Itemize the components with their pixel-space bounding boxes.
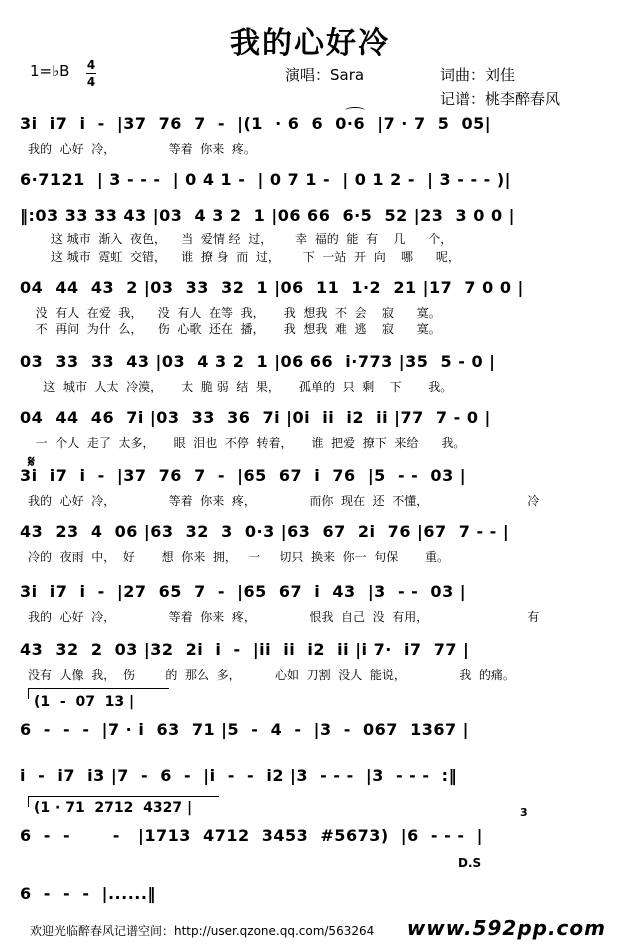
- score-notes: 6·7121 | 3 - - - | 0 4 1 - | 0 7 1 - | 0 1 2 - | 3 - - - )|: [20, 170, 512, 189]
- score-notes: 04 44 43 2 |03 33 32 1 |06 11 1·2 21 |17 7 0 0 |: [20, 278, 524, 297]
- score-notes: ‖:03 33 33 43 |03 4 3 2 1 |06 66 6·5 52 |23 3 0 0 |: [20, 206, 515, 225]
- notator-credit: 记谱：桃李醉春风: [440, 90, 561, 108]
- score-lyric: 冷的 夜雨 中， 好 想 你来 拥， 一 切只 换来 你一 句保 重。: [28, 550, 449, 564]
- segno-sign: 𝄋: [28, 452, 35, 471]
- score-lyric: 我的 心好 冷， 等着 你来 疼， 而你 现在 还 不懂， 冷: [28, 494, 540, 508]
- score-lyric: 一 个人 走了 太多， 眼 泪也 不停 转着， 谁 把爱 撩下 来给 我。: [28, 436, 466, 450]
- score-lyric: 这 城市 渐入 夜色， 当 爱情 经 过， 幸 福的 能 有 几 个，: [28, 232, 453, 246]
- triplet-mark: 3: [520, 806, 528, 819]
- score-notes: 3i i7 i - |27 65 7 - |65 67 i 43 |3 - - 03 |: [20, 582, 467, 601]
- singer-credit: 演唱：Sara: [285, 66, 365, 84]
- dal-segno-mark: D.S: [458, 856, 482, 870]
- score-lyric: 没有 人像 我， 伤 的 那么 多， 心如 刀割 没人 能说， 我 的痛。: [28, 668, 515, 682]
- score-notes: 43 23 4 06 |63 32 3 0·3 |63 67 2i 76 |67 7 - - |: [20, 522, 510, 541]
- time-signature-bottom: 4: [86, 75, 96, 89]
- score-notes: 6 - - - |......‖: [20, 884, 156, 903]
- score-lyric: 不 再问 为什 么， 伤 心歌 还在 播， 我 想我 难 逃 寂 寞。: [28, 322, 441, 336]
- score-notes: 03 33 33 43 |03 4 3 2 1 |06 66 i·773 |35 5 - 0 |: [20, 352, 496, 371]
- score-notes: 3i i7 i - |37 76 7 - |65 67 i 76 |5 - - 03 |: [20, 466, 467, 485]
- score-lyric: 我的 心好 冷， 等着 你来 疼。: [28, 142, 256, 156]
- slur: [345, 107, 365, 114]
- score-lyric: 没 有人 在爱 我， 没 有人 在等 我， 我 想我 不 会 寂 寞。: [28, 306, 441, 320]
- score-notes: 04 44 46 7i |03 33 36 7i |0i ii i2 ii |77 7 - 0 |: [20, 408, 491, 427]
- score-notes: 43 32 2 03 |32 2i i - |ii ii i2 ii |i 7· i7 77 |: [20, 640, 470, 659]
- score-notes: 3i i7 i - |37 76 7 - |(1 · 6 6 0·6 |7 · 7 5 05|: [20, 114, 492, 133]
- time-signature: [86, 58, 96, 89]
- time-signature-top: 4: [86, 58, 96, 72]
- score-lyric: 这 城市 人太 冷漠， 太 脆 弱 结 果， 孤单的 只 剩 下 我。: [28, 380, 453, 394]
- key-signature: 1=♭B: [30, 62, 70, 80]
- volta-first-ending-notes: (1 - 07 13 |: [34, 694, 135, 710]
- score-notes: i - i7 i3 |7 - 6 - |i - - i2 |3 - - - |3 - - - :‖: [20, 766, 458, 785]
- page-title: 我的心好冷: [230, 26, 390, 61]
- score-lyric: 这 城市 霓虹 交错， 谁 撩 身 而 过， 下 一站 开 向 哪 呢，: [28, 250, 460, 264]
- score-notes: 6 - - - |7 · i 63 71 |5 - 4 - |3 - 067 1367 |: [20, 720, 470, 739]
- footer-text: 欢迎光临醉春风记谱空间：http://user.qzone.qq.com/563264: [30, 924, 375, 938]
- score-lyric: 我的 心好 冷， 等着 你来 疼， 恨我 自己 没 有用， 有: [28, 610, 540, 624]
- composer-credit: 词曲：刘佳: [440, 66, 516, 84]
- site-watermark: www.592pp.com: [406, 916, 606, 940]
- volta-second-ending-notes: (1 · 71 2712 4327 |: [34, 800, 193, 816]
- score-notes: 6 - - - |1713 4712 3453 #5673) |6 - - - |: [20, 826, 483, 845]
